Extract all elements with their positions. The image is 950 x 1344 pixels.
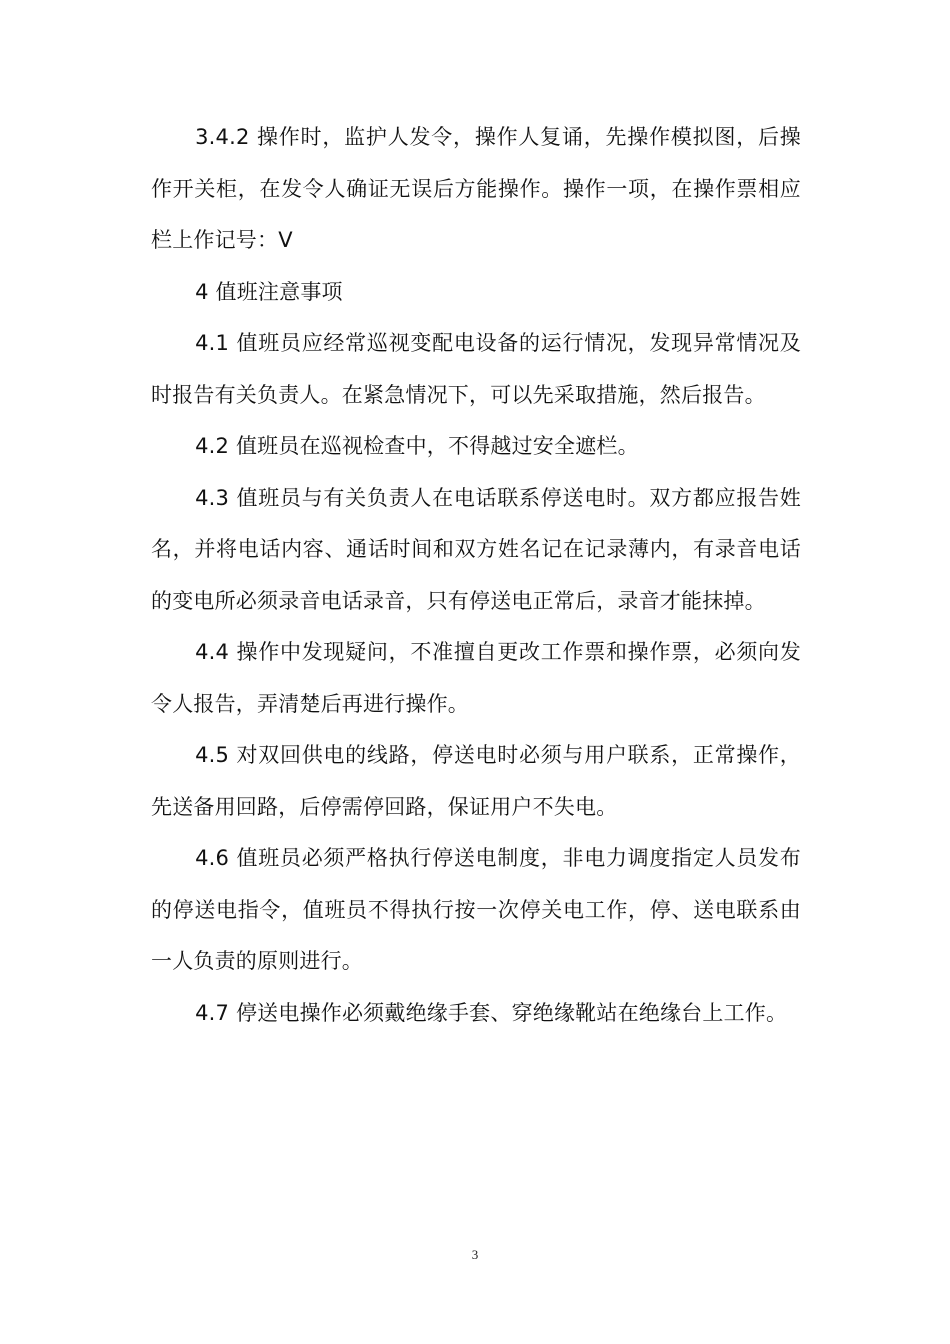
- paragraph-4-1: 4.1 值班员应经常巡视变配电设备的运行情况，发现异常情况及时报告有关负责人。在紧急情况下，可以先采取措施，然后报告。: [151, 331, 801, 407]
- section-heading-4: 4 值班注意事项: [195, 279, 343, 304]
- paragraph-4-7: 4.7 停送电操作必须戴绝缘手套、穿绝缘靴站在绝缘台上工作。: [195, 1000, 788, 1025]
- paragraph-4-3: 4.3 值班员与有关负责人在电话联系停送电时。双方都应报告姓名，并将电话内容、通话时间和双方姓名记在记录薄内，有录音电话的变电所必须录音电话录音，只有停送电正常后，录音才能抹掉。: [151, 485, 801, 613]
- document-body: [151, 112, 801, 1039]
- paragraph-4-2: 4.2 值班员在巡视检查中，不得越过安全遮栏。: [195, 434, 639, 458]
- paragraph-4-4: 4.4 操作中发现疑问，不准擅自更改工作票和操作票，必须向发令人报告，弄清楚后再进行操作。: [151, 640, 801, 716]
- paragraph-3-4-2: 3.4.2 操作时，监护人发令，操作人复诵，先操作模拟图，后操作开关柜，在发令人确证无误后方能操作。操作一项，在操作票相应栏上作记号：V: [151, 125, 801, 252]
- page-number: 3: [471, 1247, 479, 1262]
- paragraph-4-5: 4.5 对双回供电的线路，停送电时必须与用户联系，正常操作，先送备用回路，后停需停回路，保证用户不失电。: [151, 743, 801, 819]
- paragraph-4-6: 4.6 值班员必须严格执行停送电制度，非电力调度指定人员发布的停送电指令，值班员不得执行按一次停关电工作，停、送电联系由一人负责的原则进行。: [151, 846, 801, 973]
